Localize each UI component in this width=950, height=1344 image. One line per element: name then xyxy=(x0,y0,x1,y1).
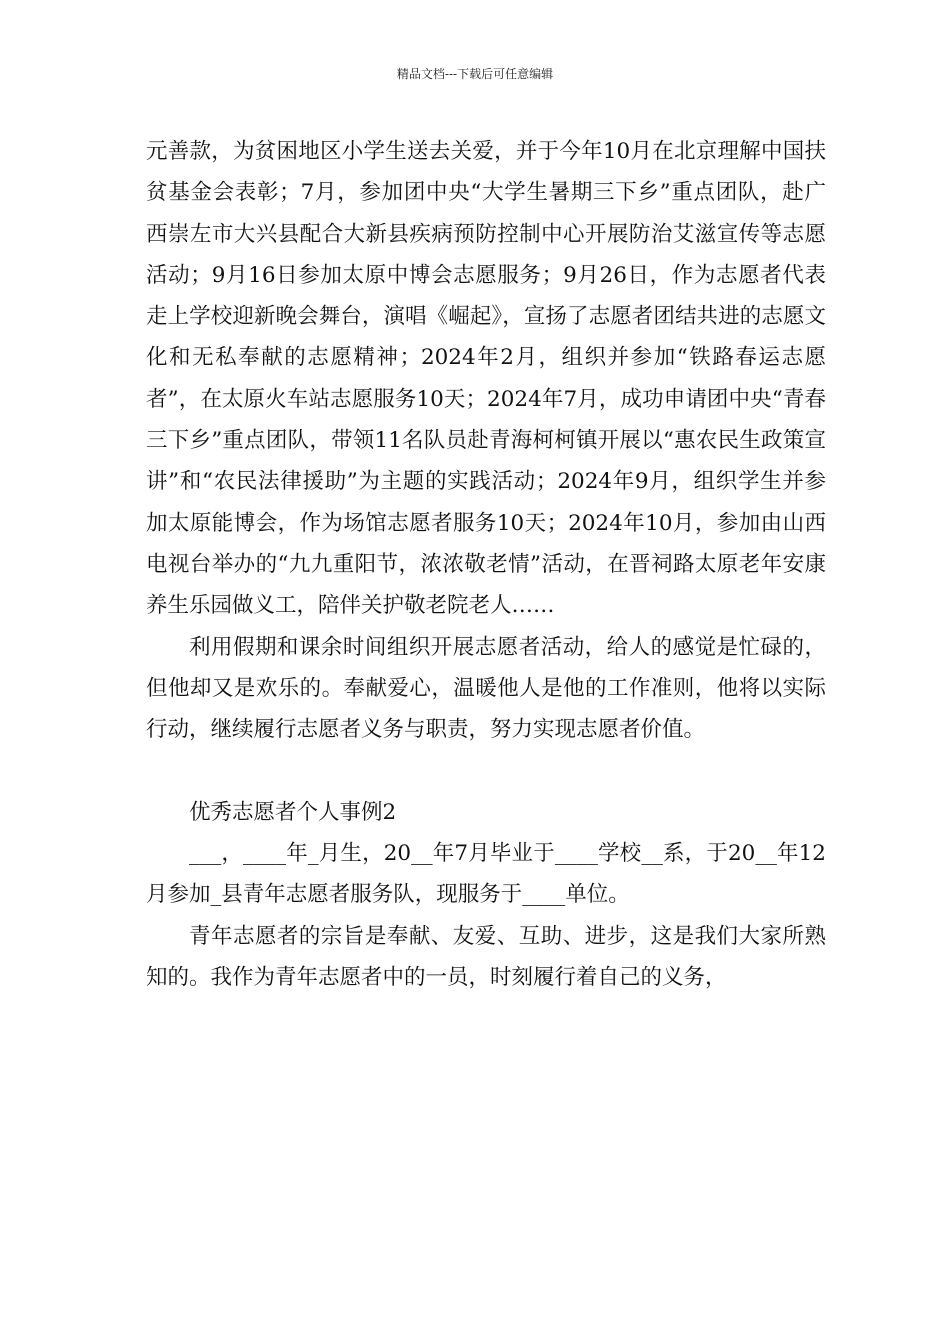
paragraph-profile: ___，____年_月生，20__年7月毕业于____学校__系，于20__年12月参加_县青年志愿者服务队，现服务于____单位。 xyxy=(146,841,826,908)
section-heading: 优秀志愿者个人事例2 xyxy=(189,799,397,825)
paragraph-summary: 利用假期和课余时间组织开展志愿者活动，给人的感觉是忙碌的，但他却又是欢乐的。奉献爱心，温暖他人是他的工作准则，他将以实际行动，继续履行志愿者义务与职责，努力实现志愿者价值。 xyxy=(146,634,826,743)
document-body xyxy=(146,131,826,998)
blank-line xyxy=(146,750,826,791)
page-header: 精品文档---下载后可任意编辑 xyxy=(396,67,554,81)
paragraph-purpose: 青年志愿者的宗旨是奉献、友爱、互助、进步，这是我们大家所熟知的。我作为青年志愿者中的一员，时刻履行着自己的义务， xyxy=(146,923,826,990)
paragraph-volunteer-activities: 元善款，为贫困地区小学生送去关爱，并于今年10月在北京理解中国扶贫基金会表彰；7月，参加团中央“大学生暑期三下乡”重点团队，赴广西崇左市大兴县配合大新县疾病预防控制中心开展防治艾滋宣传等志愿活动；9月16日参加太原中博会志愿服务；9月26日，作为志愿者代表走上学校迎新晚会舞台，演唱《崛起》，宣扬了志愿者团结共进的志愿文化和无私奉献的志愿精神；2024年2月，组织并参加“铁路春运志愿者”，在太原火车站志愿服务10天；2024年7月，成功申请团中央“青春三下乡”重点团队，带领11名队员赴青海柯柯镇开展以“惠农民生政策宣讲”和“农民法律援助”为主题的实践活动；2024年9月，组织学生并参加太原能博会，作为场馆志愿者服务10天；2024年10月，参加由山西电视台举办的“九九重阳节，浓浓敬老情”活动，在晋祠路太原老年安康养生乐园做义工，陪伴关护敬老院老人…… xyxy=(146,139,826,619)
